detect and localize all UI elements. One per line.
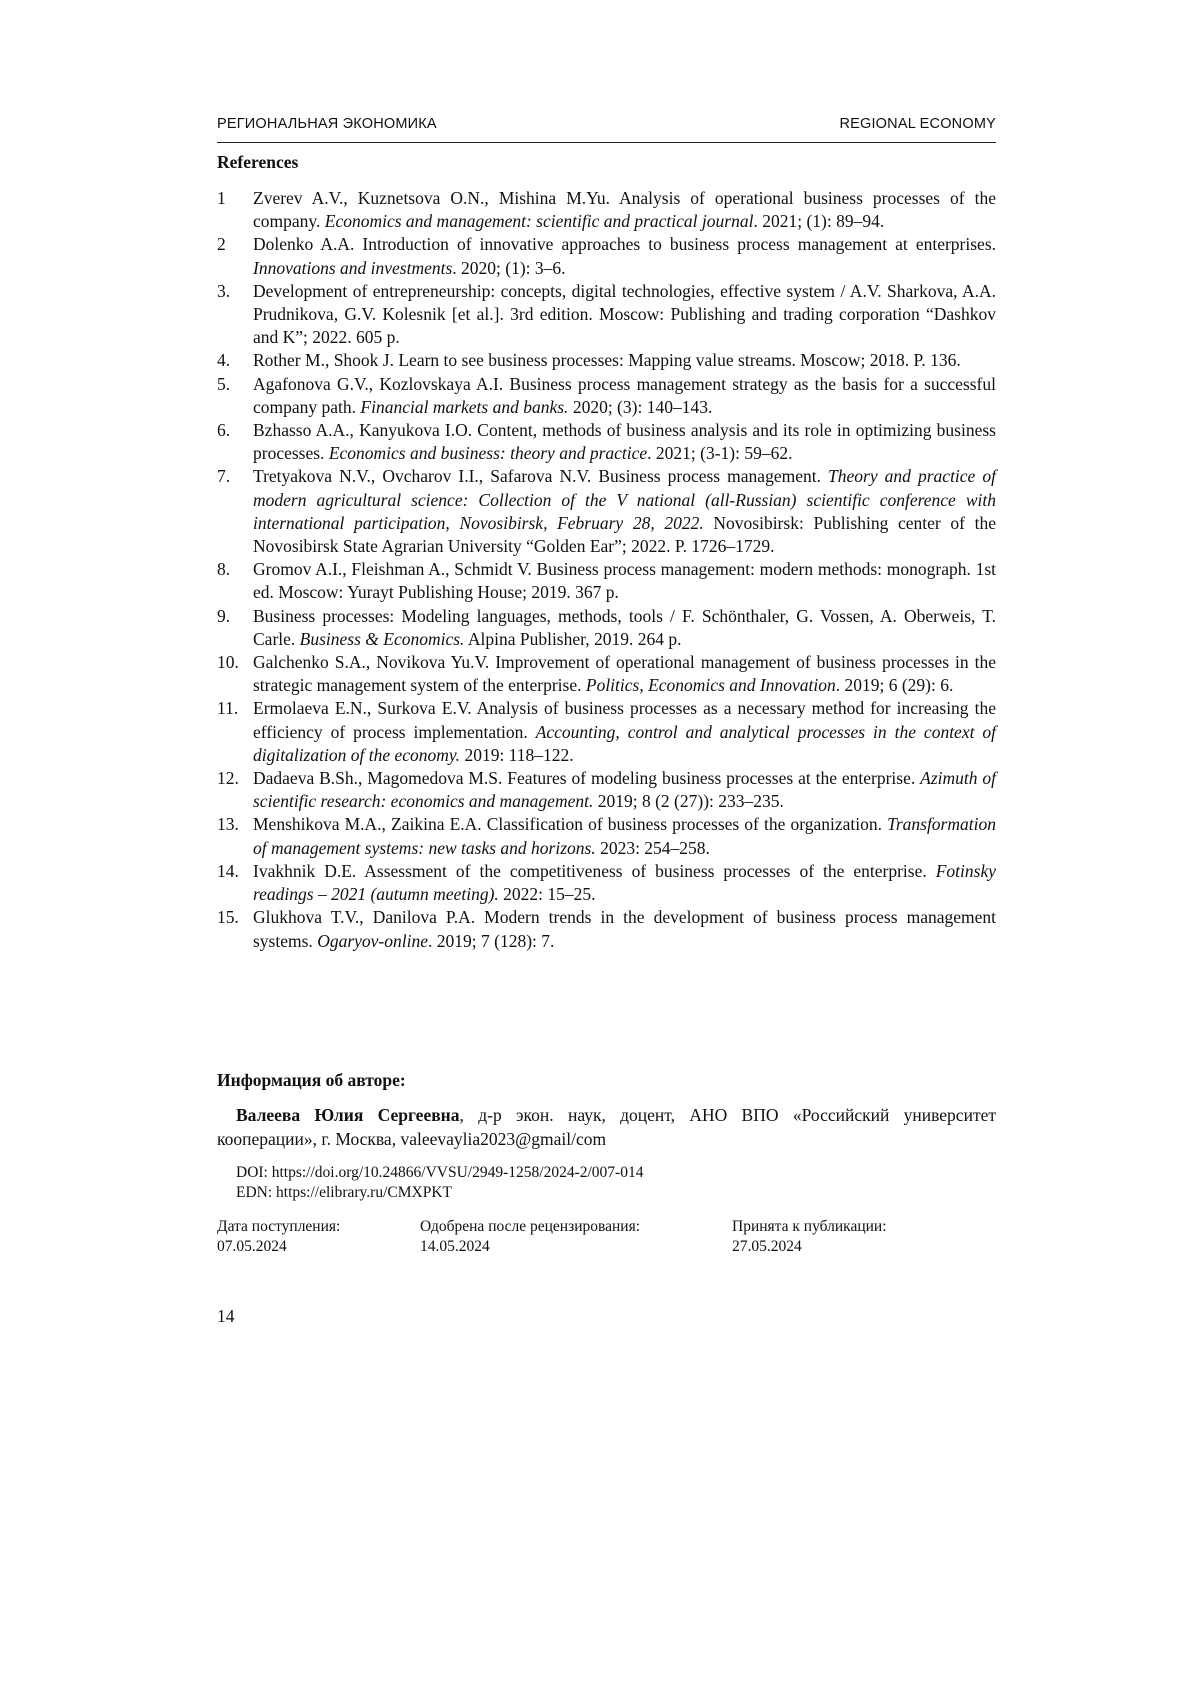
approved-date-block [420,1217,640,1257]
reference-source-italic: Financial markets and banks. [360,396,569,417]
reference-text [253,280,996,350]
reference-item [217,605,996,651]
reference-text [253,349,996,372]
reference-number: 9. [217,605,231,626]
reference-main-text: Bzhasso A.A., Kanyukova I.O. Content, methods of business analysis and its role in optimizing business processes. [253,420,996,464]
reference-item [217,906,996,952]
reference-tail-text: Alpina Publisher, 2019. 264 p. [464,628,682,649]
reference-number: 13. [217,814,239,835]
author-name: Валеева Юлия Сергеевна [236,1105,460,1125]
reference-text [253,860,996,906]
reference-item [217,373,996,419]
reference-tail-text: . 2021; (3-1): 59–62. [647,443,793,464]
accepted-label: Принята к публикации: [732,1218,887,1235]
reference-number: 10. [217,652,239,673]
journal-title-ru: РЕГИОНАЛЬНАЯ ЭКОНОМИКА [217,116,437,132]
identifiers [236,1163,643,1203]
reference-number: 4. [217,350,231,371]
reference-main-text: Agafonova G.V., Kozlovskaya A.I. Business process management strategy as the basis for a successful company path. [253,373,996,417]
journal-title-en: REGIONAL ECONOMY [839,116,996,132]
reference-tail-text: 2019; 8 (2 (27)): 233–235. [593,791,784,812]
author-info-heading: Информация об авторе: [217,1070,406,1090]
reference-item [217,558,996,604]
reference-item [217,233,996,279]
reference-source-italic: Theory and practice of modern agricultural science: Collection of the V national (all-Russian) scientific conference with international participation, Novosibirsk, February 28, 2022. [253,466,996,533]
reference-item [217,419,996,465]
reference-item [217,465,996,558]
reference-source-italic: Business & Economics. [299,628,465,649]
doi-line: DOI: https://doi.org/10.24866/VVSU/2949-1258/2024-2/007-014 [236,1164,644,1181]
reference-number: 5. [217,373,231,394]
reference-source-italic: Ogaryov-online [317,930,428,951]
reference-main-text: Zverev A.V., Kuznetsova O.N., Mishina M.Yu. Analysis of operational business processes of the company. [253,188,996,232]
reference-number: 1 [217,188,226,208]
reference-text [253,767,996,813]
reference-text [253,697,996,767]
reference-main-text: Gromov A.I., Fleishman A., Schmidt V. Business process management: modern methods: monograph. 1st ed. Moscow: Yurayt Publishing House; 2019. 367 p. [253,559,996,603]
reference-number: 2 [217,234,226,255]
reference-main-text: Rother M., Shook J. Learn to see business processes: Mapping value streams. Moscow; 2018. P. 136. [253,350,961,371]
reference-tail-text: Novosibirsk: Publishing center of the Novosibirsk State Agrarian University “Golden Ear”; 2022. P. 1726–1729. [253,512,996,557]
running-header [217,116,996,143]
reference-source-italic: Economics and business: theory and practice [328,443,648,464]
reference-tail-text: 2019: 118–122. [460,744,574,765]
reference-tail-text: . 2019; 7 (128): 7. [428,930,555,951]
reference-main-text: Dadaeva B.Sh., Magomedova M.S. Features of modeling business processes at the enterprise. [253,768,921,789]
reference-tail-text: . 2021; (1): 89–94. [753,211,885,232]
reference-number: 3. [217,280,231,301]
references-list [217,187,996,953]
reference-number: 12. [217,768,239,789]
reference-text [253,906,996,952]
reference-main-text: Galchenko S.A., Novikova Yu.V. Improvement of operational management of business processes in the strategic management system of the enterprise. [253,652,996,696]
reference-main-text: Menshikova M.A., Zaikina E.A. Classification of business processes of the organization. [253,814,888,835]
reference-item [217,813,996,859]
reference-number: 14. [217,860,239,881]
reference-main-text: Tretyakova N.V., Ovcharov I.I., Safarova N.V. Business process management. [253,466,829,487]
reference-text [253,605,996,651]
reference-item [217,349,996,372]
reference-main-text: Dolenko A.A. Introduction of innovative approaches to business process management at enterprises. [253,234,996,255]
approved-value: 14.05.2024 [420,1238,490,1255]
author-details: , д-р экон. наук, доцент, АНО ВПО «Российский университет кооперации», г. Москва, valeevaylia2023@gmail/com [217,1105,997,1149]
reference-text [253,813,996,859]
reference-number: 7. [217,466,231,487]
received-label: Дата поступления: [217,1218,341,1235]
references-heading: References [217,152,299,172]
reference-main-text: Business processes: Modeling languages, methods, tools / F. Schönthaler, G. Vossen, A. Oberweis, T. Carle. [253,605,996,649]
received-value: 07.05.2024 [217,1238,287,1255]
reference-text [253,419,996,465]
accepted-value: 27.05.2024 [732,1238,802,1255]
reference-main-text: Development of entrepreneurship: concepts, digital technologies, effective system / A.V. Sharkova, A.A. Prudnikova, G.V. Kolesnik [et al.]. 3rd edition. Moscow: Publishing and trading corporation “Dashkov and K”; 2022. 605 p. [253,280,996,348]
reference-item [217,651,996,697]
reference-tail-text: 2022: 15–25. [498,884,596,905]
reference-source-italic: Azimuth of scientific research: economics and management. [253,768,997,812]
reference-text [253,373,996,419]
reference-number: 6. [217,420,231,441]
page-number: 14 [217,1306,235,1326]
reference-main-text: Ermolaeva E.N., Surkova E.V. Analysis of business processes as a necessary method for increasing the efficiency of process implementation. [253,698,996,742]
reference-text [253,651,996,697]
reference-tail-text: 2023: 254–258. [595,837,710,858]
reference-item [217,280,996,350]
reference-number: 15. [217,907,239,928]
approved-label: Одобрена после рецензирования: [420,1218,641,1235]
edn-line: EDN: https://elibrary.ru/CMXPKT [236,1184,452,1201]
reference-item [217,187,996,233]
reference-main-text: Glukhova T.V., Danilova P.A. Modern trends in the development of business process management systems. [253,907,996,951]
received-date-block [217,1217,340,1257]
reference-main-text: Ivakhnik D.E. Assessment of the competitiveness of business processes of the enterprise. [253,860,936,881]
reference-tail-text: . 2019; 6 (29): 6. [835,675,954,696]
reference-text [253,187,996,233]
reference-item [217,767,996,813]
accepted-date-block [732,1217,887,1257]
reference-text [253,465,996,558]
reference-number: 8. [217,559,231,580]
reference-tail-text: . 2020; (1): 3–6. [452,257,566,278]
reference-tail-text: 2020; (3): 140–143. [568,396,713,417]
reference-text [253,233,996,279]
reference-source-italic: Politics, Economics and Innovation [585,675,836,696]
author-paragraph [217,1103,996,1151]
reference-source-italic: Fotinsky readings – 2021 (autumn meeting). [253,860,996,905]
reference-item [217,860,996,906]
reference-source-italic: Economics and management: scientific and practical journal [324,211,754,232]
reference-source-italic: Transformation of management systems: new tasks and horizons. [253,814,996,858]
reference-source-italic: Accounting, control and analytical processes in the context of digitalization of the economy. [253,721,997,765]
reference-text [253,558,996,604]
reference-source-italic: Innovations and investments [253,257,453,278]
reference-item [217,697,996,767]
reference-number: 11. [217,698,239,719]
